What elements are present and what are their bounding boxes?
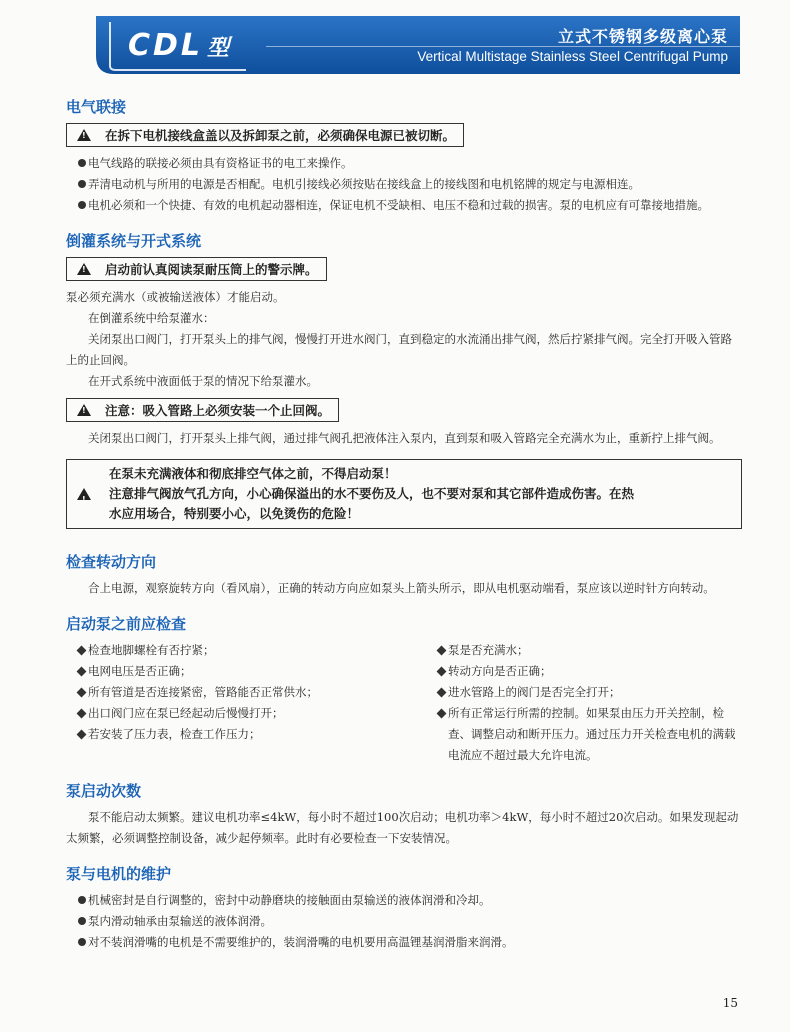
list-item: 弄清电动机与所用的电源是否相配。电机引接线必须按贴在接线盒上的接线图和电机铭牌的规定与电源相连。 [66, 174, 742, 195]
paragraph: 关闭泵出口阀门，打开泵头上的排气阀，慢慢打开进水阀门，直到稳定的水流涌出排气阀，然后拧紧排气阀。完全打开吸入管路上的止回阀。 [66, 332, 732, 367]
list-item: 出口阀门应在泵已经起动后慢慢打开； [66, 703, 426, 724]
list-item: 对不装润滑嘴的电机是不需要维护的，装润滑嘴的电机要用高温锂基润滑脂来润滑。 [66, 932, 742, 953]
bullet-icon [78, 180, 86, 188]
section-electrical [66, 96, 742, 216]
bullet-icon [77, 667, 87, 677]
bullet-icon [78, 896, 86, 904]
warning-text: 启动前认真阅读泵耐压筒上的警示牌。 [105, 262, 318, 277]
warning-box-air-vent [66, 459, 742, 529]
bullet-icon [78, 201, 86, 209]
paragraph: 在倒灌系统中给泵灌水： [88, 311, 215, 325]
warning-icon [77, 263, 91, 275]
heading-maintenance: 泵与电机的维护 [66, 865, 172, 883]
page-content [66, 96, 742, 967]
list-item: 所有管道是否连接紧密，管路能否正常供水； [66, 682, 426, 703]
list-item: 电网电压是否正确； [66, 661, 426, 682]
bullet-icon [437, 709, 447, 719]
list-item: 电机必须和一个快捷、有效的电机起动器相连，保证电机不受缺相、电压不稳和过载的损害。泵的电机应有可靠接地措施。 [66, 195, 742, 216]
brand-logo: CDL 型 [128, 28, 230, 63]
bullet-icon [437, 667, 447, 677]
list-item: 泵是否充满水； [426, 640, 742, 661]
paragraph: 合上电源，观察旋转方向（看风扇），正确的转动方向应如泵头上箭头所示，即从电机驱动端看，泵应该以逆时针方向转动。 [88, 581, 715, 595]
section-starts [66, 780, 742, 849]
maintenance-list [66, 890, 742, 953]
heading-precheck: 启动泵之前应检查 [66, 615, 187, 633]
bullet-icon [437, 688, 447, 698]
bullet-icon [77, 646, 87, 656]
list-item: 所有正常运行所需的控制。如果泵由压力开关控制，检查、调整启动和断开压力。通过压力开关检查电机的满载电流应不超过最大允许电流。 [426, 703, 742, 766]
bullet-icon [77, 688, 87, 698]
warning-box-check-valve [66, 398, 339, 422]
product-title-en: Vertical Multistage Stainless Steel Centrifugal Pump [417, 49, 728, 64]
bullet-icon [77, 730, 87, 740]
warning-text: 在泵未充满液体和彻底排空气体之前，不得启动泵！ 注意排气阀放气孔方向，小心确保溢出的水不要伤及人，也不要对泵和其它部件造成伤害。在热 水应用场合，特别要小心，以免烫伤的危险！ [109, 466, 635, 521]
section-rotation [66, 551, 742, 599]
heading-starts: 泵启动次数 [66, 782, 142, 800]
list-item: 转动方向是否正确； [426, 661, 742, 682]
electrical-list [66, 153, 742, 216]
list-item: 电气线路的联接必须由具有资格证书的电工来操作。 [66, 153, 742, 174]
page-number: 15 [722, 996, 738, 1010]
warning-text: 注意：吸入管路上必须安装一个止回阀。 [105, 403, 331, 418]
list-item: 检查地脚螺栓有否拧紧； [66, 640, 426, 661]
paragraph: 泵不能启动太频繁。建议电机功率≤4kW，每小时不超过100次启动；电机功率＞4kW，每小时不超过20次启动。如果发现起动太频繁，必须调整控制设备，减少起停频率。此时有必要检查一下安装情况。 [66, 810, 739, 845]
warning-box-priming [66, 257, 327, 281]
warning-icon [77, 129, 91, 141]
list-item: 进水管路上的阀门是否完全打开； [426, 682, 742, 703]
list-item: 机械密封是自行调整的，密封中动静磨块的接触面由泵输送的液体润滑和冷却。 [66, 890, 742, 911]
heading-electrical: 电气联接 [66, 98, 127, 116]
section-maintenance [66, 863, 742, 953]
bullet-icon [77, 709, 87, 719]
warning-icon [77, 488, 91, 500]
warning-text: 在拆下电机接线盒盖以及拆卸泵之前，必须确保电源已被切断。 [105, 128, 456, 143]
paragraph: 关闭泵出口阀门，打开泵头上排气阀，通过排气阀孔把液体注入泵内，直到泵和吸入管路完全充满水为止，重新拧上排气阀。 [88, 431, 721, 445]
warning-icon [77, 404, 91, 416]
section-priming [66, 230, 742, 529]
warning-box-electrical [66, 123, 464, 147]
precheck-columns [66, 640, 742, 766]
list-item: 泵内滑动轴承由泵输送的液体润滑。 [66, 911, 742, 932]
heading-rotation: 检查转动方向 [66, 553, 157, 571]
paragraph: 在开式系统中液面低于泵的情况下给泵灌水。 [88, 374, 318, 388]
section-precheck [66, 613, 742, 766]
heading-priming: 倒灌系统与开式系统 [66, 232, 202, 250]
bullet-icon [78, 159, 86, 167]
precheck-list-right [426, 640, 742, 766]
precheck-list-left [66, 640, 426, 766]
bullet-icon [78, 917, 86, 925]
bullet-icon [437, 646, 447, 656]
paragraph: 泵必须充满水（或被输送液体）才能启动。 [66, 290, 285, 304]
bullet-icon [78, 938, 86, 946]
header-banner [96, 16, 740, 74]
product-title-cn: 立式不锈钢多级离心泵 [557, 27, 728, 46]
list-item: 若安装了压力表，检查工作压力； [66, 724, 426, 745]
